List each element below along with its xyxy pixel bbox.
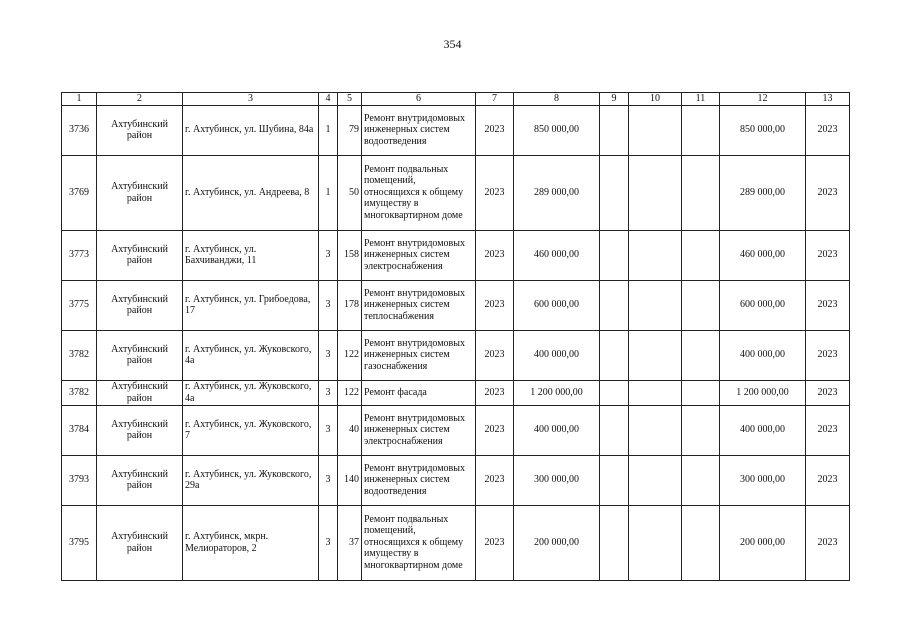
address-cell: г. Ахтубинск, ул. Жуковского, 4а	[183, 380, 319, 405]
district-cell: Ахтубинский район	[97, 155, 183, 230]
work-type-cell: Ремонт внутридомовых инженерных систем электроснабжения	[362, 230, 476, 280]
completion-year-cell: 2023	[806, 155, 850, 230]
work-type-cell: Ремонт внутридомовых инженерных систем теплоснабжения	[362, 280, 476, 330]
column-11-cell	[682, 105, 720, 155]
work-type-cell: Ремонт фасада	[362, 380, 476, 405]
column-header: 2	[97, 93, 183, 106]
address-cell: г. Ахтубинск, ул. Шубина, 84а	[183, 105, 319, 155]
header-row	[62, 93, 850, 106]
row-number-cell: 3793	[62, 455, 97, 505]
column-5-cell: 40	[338, 405, 362, 455]
year-cell: 2023	[476, 405, 514, 455]
column-9-cell	[600, 155, 629, 230]
address-cell: г. Ахтубинск, ул. Жуковского, 29а	[183, 455, 319, 505]
total-cost-cell: 600 000,00	[720, 280, 806, 330]
work-type-cell: Ремонт внутридомовых инженерных систем водоотведения	[362, 105, 476, 155]
address-cell: г. Ахтубинск, ул. Грибоедова, 17	[183, 280, 319, 330]
column-4-cell: 3	[319, 405, 338, 455]
year-cell: 2023	[476, 505, 514, 580]
column-11-cell	[682, 380, 720, 405]
column-10-cell	[629, 230, 682, 280]
column-5-cell: 50	[338, 155, 362, 230]
column-11-cell	[682, 405, 720, 455]
column-10-cell	[629, 280, 682, 330]
table-row	[62, 155, 850, 230]
row-number-cell: 3782	[62, 380, 97, 405]
table-row	[62, 230, 850, 280]
total-cost-cell: 400 000,00	[720, 330, 806, 380]
total-cost-cell: 300 000,00	[720, 455, 806, 505]
column-header: 9	[600, 93, 629, 106]
year-cell: 2023	[476, 155, 514, 230]
column-5-cell: 178	[338, 280, 362, 330]
column-4-cell: 3	[319, 455, 338, 505]
year-cell: 2023	[476, 280, 514, 330]
column-header: 12	[720, 93, 806, 106]
district-cell: Ахтубинский район	[97, 280, 183, 330]
column-5-cell: 122	[338, 330, 362, 380]
completion-year-cell: 2023	[806, 455, 850, 505]
column-10-cell	[629, 330, 682, 380]
row-number-cell: 3795	[62, 505, 97, 580]
district-cell: Ахтубинский район	[97, 230, 183, 280]
total-cost-cell: 400 000,00	[720, 405, 806, 455]
cost-cell: 1 200 000,00	[514, 380, 600, 405]
row-number-cell: 3773	[62, 230, 97, 280]
column-11-cell	[682, 230, 720, 280]
column-header: 8	[514, 93, 600, 106]
completion-year-cell: 2023	[806, 105, 850, 155]
column-4-cell: 3	[319, 505, 338, 580]
column-9-cell	[600, 230, 629, 280]
column-11-cell	[682, 455, 720, 505]
completion-year-cell: 2023	[806, 380, 850, 405]
column-header: 6	[362, 93, 476, 106]
total-cost-cell: 460 000,00	[720, 230, 806, 280]
table-row	[62, 380, 850, 405]
column-9-cell	[600, 455, 629, 505]
column-5-cell: 158	[338, 230, 362, 280]
column-9-cell	[600, 280, 629, 330]
year-cell: 2023	[476, 380, 514, 405]
column-9-cell	[600, 505, 629, 580]
column-11-cell	[682, 505, 720, 580]
row-number-cell: 3775	[62, 280, 97, 330]
table-row	[62, 105, 850, 155]
column-4-cell: 1	[319, 105, 338, 155]
district-cell: Ахтубинский район	[97, 105, 183, 155]
column-4-cell: 3	[319, 380, 338, 405]
column-5-cell: 37	[338, 505, 362, 580]
district-cell: Ахтубинский район	[97, 505, 183, 580]
cost-cell: 850 000,00	[514, 105, 600, 155]
table-row	[62, 405, 850, 455]
row-number-cell: 3782	[62, 330, 97, 380]
column-11-cell	[682, 330, 720, 380]
work-type-cell: Ремонт подвальных помещений, относящихся к общему имуществу в многоквартирном доме	[362, 155, 476, 230]
table-row	[62, 280, 850, 330]
district-cell: Ахтубинский район	[97, 405, 183, 455]
column-header: 13	[806, 93, 850, 106]
address-cell: г. Ахтубинск, ул. Жуковского, 7	[183, 405, 319, 455]
column-11-cell	[682, 155, 720, 230]
column-header: 3	[183, 93, 319, 106]
year-cell: 2023	[476, 455, 514, 505]
column-10-cell	[629, 455, 682, 505]
completion-year-cell: 2023	[806, 280, 850, 330]
column-10-cell	[629, 505, 682, 580]
address-cell: г. Ахтубинск, ул. Андреева, 8	[183, 155, 319, 230]
column-10-cell	[629, 380, 682, 405]
column-header: 10	[629, 93, 682, 106]
district-cell: Ахтубинский район	[97, 455, 183, 505]
column-10-cell	[629, 105, 682, 155]
column-5-cell: 140	[338, 455, 362, 505]
column-header: 11	[682, 93, 720, 106]
column-header: 7	[476, 93, 514, 106]
cost-cell: 600 000,00	[514, 280, 600, 330]
total-cost-cell: 850 000,00	[720, 105, 806, 155]
work-type-cell: Ремонт внутридомовых инженерных систем водоотведения	[362, 455, 476, 505]
column-4-cell: 3	[319, 330, 338, 380]
page-number: 354	[443, 37, 462, 51]
total-cost-cell: 289 000,00	[720, 155, 806, 230]
cost-cell: 289 000,00	[514, 155, 600, 230]
column-9-cell	[600, 330, 629, 380]
completion-year-cell: 2023	[806, 405, 850, 455]
year-cell: 2023	[476, 230, 514, 280]
total-cost-cell: 200 000,00	[720, 505, 806, 580]
year-cell: 2023	[476, 105, 514, 155]
column-11-cell	[682, 280, 720, 330]
completion-year-cell: 2023	[806, 330, 850, 380]
address-cell: г. Ахтубинск, мкрн. Мелиораторов, 2	[183, 505, 319, 580]
cost-cell: 300 000,00	[514, 455, 600, 505]
district-cell: Ахтубинский район	[97, 330, 183, 380]
year-cell: 2023	[476, 330, 514, 380]
cost-cell: 200 000,00	[514, 505, 600, 580]
district-cell: Ахтубинский район	[97, 380, 183, 405]
column-4-cell: 1	[319, 155, 338, 230]
cost-cell: 400 000,00	[514, 405, 600, 455]
column-9-cell	[600, 380, 629, 405]
column-header: 5	[338, 93, 362, 106]
cost-cell: 400 000,00	[514, 330, 600, 380]
row-number-cell: 3736	[62, 105, 97, 155]
address-cell: г. Ахтубинск, ул. Жуковского, 4а	[183, 330, 319, 380]
repair-program-table	[61, 92, 850, 581]
column-header: 1	[62, 93, 97, 106]
table-row	[62, 330, 850, 380]
column-10-cell	[629, 155, 682, 230]
column-4-cell: 3	[319, 230, 338, 280]
work-type-cell: Ремонт внутридомовых инженерных систем электроснабжения	[362, 405, 476, 455]
table-body	[62, 105, 850, 580]
completion-year-cell: 2023	[806, 505, 850, 580]
column-4-cell: 3	[319, 280, 338, 330]
column-10-cell	[629, 405, 682, 455]
column-9-cell	[600, 405, 629, 455]
table-row	[62, 505, 850, 580]
work-type-cell: Ремонт внутридомовых инженерных систем газоснабжения	[362, 330, 476, 380]
column-9-cell	[600, 105, 629, 155]
cost-cell: 460 000,00	[514, 230, 600, 280]
column-header: 4	[319, 93, 338, 106]
column-5-cell: 122	[338, 380, 362, 405]
row-number-cell: 3769	[62, 155, 97, 230]
completion-year-cell: 2023	[806, 230, 850, 280]
column-5-cell: 79	[338, 105, 362, 155]
address-cell: г. Ахтубинск, ул. Бахчиванджи, 11	[183, 230, 319, 280]
work-type-cell: Ремонт подвальных помещений, относящихся к общему имуществу в многоквартирном доме	[362, 505, 476, 580]
total-cost-cell: 1 200 000,00	[720, 380, 806, 405]
row-number-cell: 3784	[62, 405, 97, 455]
table-row	[62, 455, 850, 505]
